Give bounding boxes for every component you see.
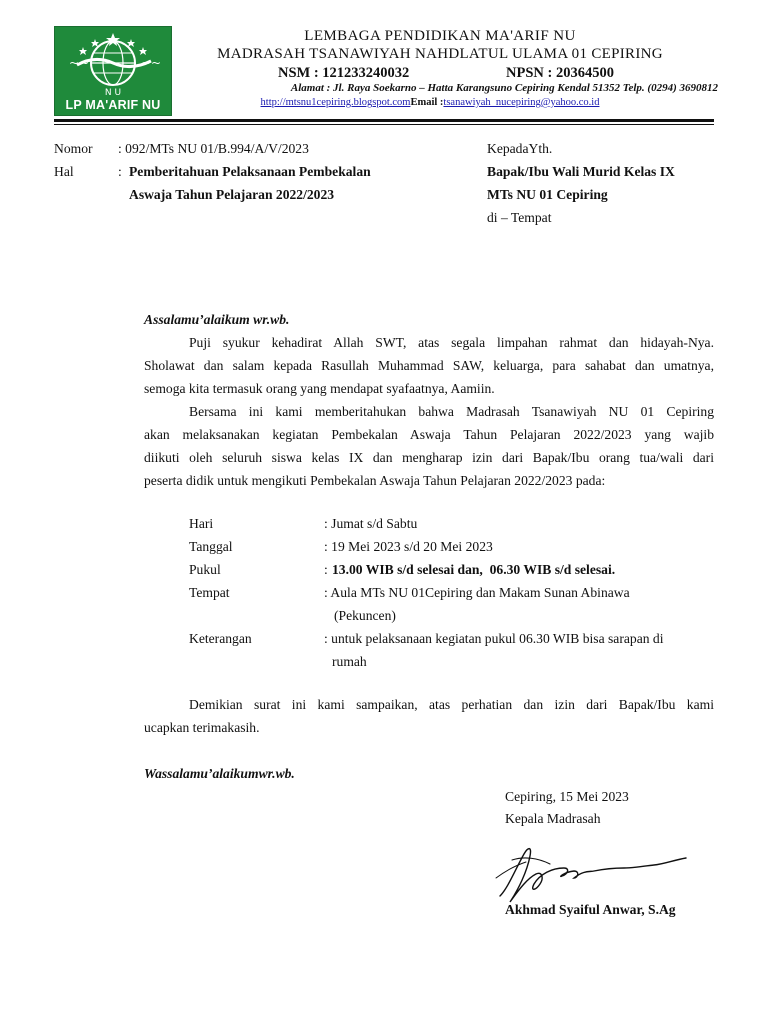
- place-date: Cepiring, 15 Mei 2023: [505, 789, 629, 804]
- kepada-yth: KepadaYth.: [487, 141, 553, 156]
- svg-text:~~: ~~: [141, 56, 162, 70]
- detail-value-keterangan: : untuk pelaksanaan kegiatan pukul 06.30 WIB bisa sarapan di: [324, 631, 664, 646]
- paragraph-1-line: semoga kita termasuk orang yang mendapat syafaatnya, Aamiin.: [144, 381, 495, 396]
- nomor-value: : 092/MTs NU 01/B.994/A/V/2023: [118, 141, 309, 156]
- hal-label: Hal: [54, 164, 74, 179]
- subject-line-1: Pemberitahuan Pelaksanaan Pembekalan: [129, 164, 371, 179]
- website-link[interactable]: http://mtsnu1cepiring.blogspot.com: [260, 97, 411, 108]
- email-label: Email :: [410, 97, 444, 108]
- paragraph-1-line: Sholawat dan salam kepada Rasullah Muhammad SAW, keluarga, para sahabat dan umatnya,: [144, 358, 714, 373]
- nomor-label: Nomor: [54, 141, 93, 156]
- paragraph-3-line: Demikian surat ini kami sampaikan, atas perhatian dan izin dari Bapak/Ibu kami: [189, 697, 714, 712]
- detail-value-hari: : Jumat s/d Sabtu: [324, 516, 418, 531]
- detail-label-tempat: Tempat: [189, 585, 230, 600]
- institution-name: LEMBAGA PENDIDIKAN MA'ARIF NU: [304, 28, 576, 44]
- logo-nu-text: N U: [104, 88, 122, 98]
- hal-colon: :: [118, 164, 122, 179]
- detail-value-tempat: : Aula MTs NU 01Cepiring dan Makam Sunan Abinawa: [324, 585, 630, 600]
- school-name: MADRASAH TSANAWIYAH NAHDLATUL ULAMA 01 CEPIRING: [217, 46, 663, 62]
- paragraph-2-line: Bersama ini kami memberitahukan bahwa Madrasah Tsanawiyah NU 01 Cepiring: [189, 404, 714, 419]
- svg-text:~~: ~~: [69, 56, 90, 70]
- letterhead-rule-thick: [54, 119, 714, 122]
- nsm-number: NSM : 121233240032: [278, 65, 410, 81]
- recipient-line-1: Bapak/Ibu Wali Murid Kelas IX: [487, 164, 675, 179]
- signer-name: Akhmad Syaiful Anwar, S.Ag: [505, 902, 676, 917]
- paragraph-3-line: ucapkan terimakasih.: [144, 720, 260, 735]
- logo-caption: LP MA'ARIF NU: [65, 98, 161, 112]
- paragraph-1-line: Puji syukur kehadirat Allah SWT, atas segala limpahan rahmat dan hidayah-Nya.: [189, 335, 714, 350]
- recipient-line-3: di – Tempat: [487, 210, 552, 225]
- paragraph-2-line: peserta didik untuk mengikuti Pembekalan Aswaja Tahun Pelajaran 2022/2023 pada:: [144, 473, 606, 488]
- detail-value-tempat-cont: (Pekuncen): [334, 608, 396, 623]
- paragraph-2-line: diikuti oleh seluruh siswa kelas IX dan mengharap izin dari Bapak/Ibu orang tua/wali dari: [144, 450, 714, 465]
- closing-greeting: Wassalamu’alaikumwr.wb.: [144, 766, 295, 781]
- detail-label-pukul: Pukul: [189, 562, 221, 577]
- school-address: Alamat : Jl. Raya Soekarno – Hatta Karangsuno Cepiring Kendal 51352 Telp. (0294) 3690812: [290, 82, 718, 94]
- detail-label-keterangan: Keterangan: [189, 631, 252, 646]
- opening-greeting: Assalamu’alaikum wr.wb.: [144, 312, 290, 327]
- paragraph-2-line: akan melaksanakan kegiatan Pembekalan Aswaja Tahun Pelajaran 2022/2023 yang wajib: [144, 427, 714, 442]
- detail-value-pukul: 13.00 WIB s/d selesai dan, 06.30 WIB s/d selesai.: [332, 562, 616, 577]
- signer-position: Kepala Madrasah: [505, 811, 601, 826]
- letterhead-rule-thin: [54, 124, 714, 125]
- detail-label-tanggal: Tanggal: [189, 539, 233, 554]
- detail-colon-pukul: :: [324, 562, 328, 577]
- signature-icon: [494, 838, 694, 908]
- detail-label-hari: Hari: [189, 516, 214, 531]
- subject-line-2: Aswaja Tahun Pelajaran 2022/2023: [129, 187, 335, 202]
- email-link[interactable]: tsanawiyah_nucepiring@yahoo.co.id: [443, 97, 600, 108]
- lp-maarif-nu-logo: [54, 26, 172, 116]
- detail-value-tanggal: : 19 Mei 2023 s/d 20 Mei 2023: [324, 539, 493, 554]
- detail-value-keterangan-cont: rumah: [332, 654, 367, 669]
- contact-line: [200, 97, 660, 108]
- nu-globe-emblem-icon: [55, 27, 171, 99]
- recipient-line-2: MTs NU 01 Cepiring: [487, 187, 608, 202]
- npsn-number: NPSN : 20364500: [506, 65, 614, 81]
